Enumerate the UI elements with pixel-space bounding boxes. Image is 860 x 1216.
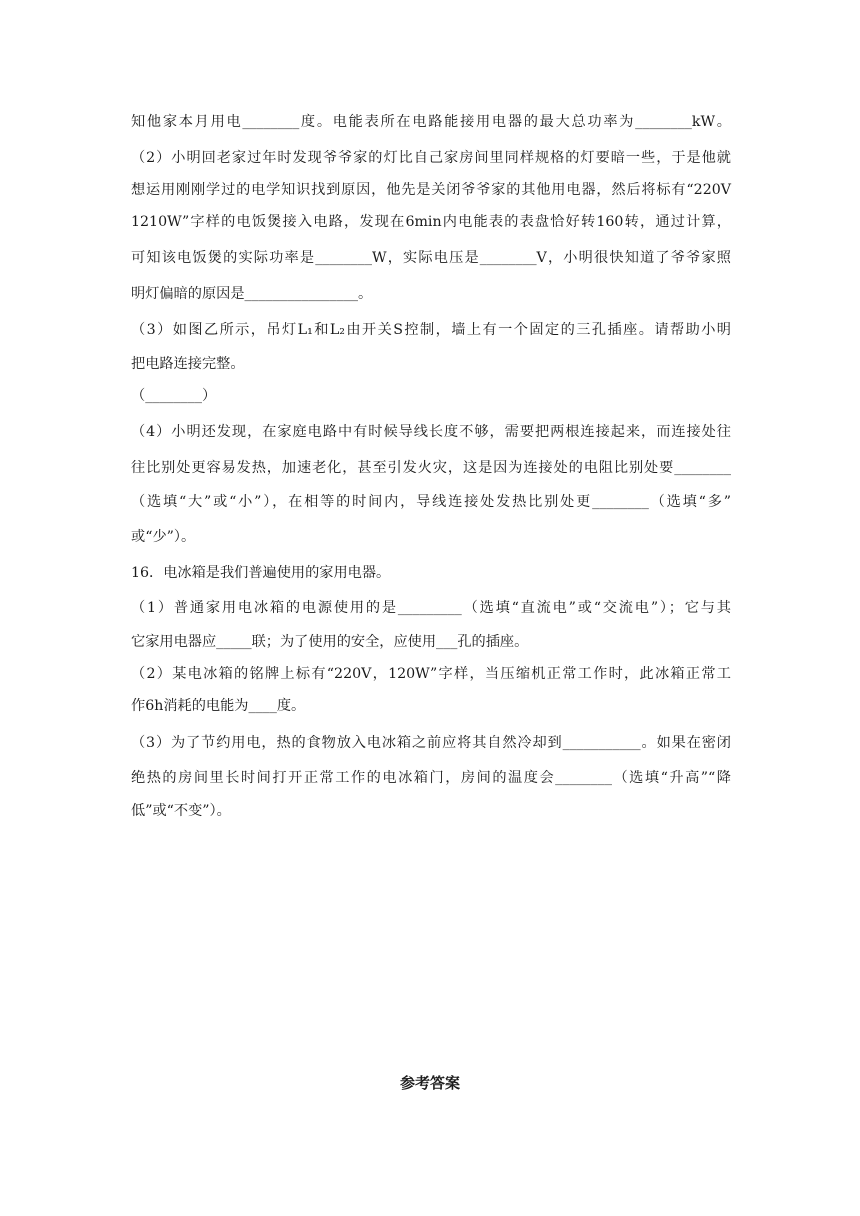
text-line: （3）如图乙所示，吊灯L₁和L₂由开关S控制，墙上有一个固定的三孔插座。请帮助小明 — [131, 322, 731, 338]
text-line: 想运用刚刚学过的电学知识找到原因，他先是关闭爷爷家的其他用电器，然后将标有“220V — [131, 182, 731, 198]
text-line: （4）小明还发现，在家庭电路中有时候导线长度不够，需要把两根连接起来，而连接处往 — [131, 424, 731, 440]
text-line: 往比别处更容易发热，加速老化，甚至引发火灾，这是因为连接处的电阻比别处要________ — [131, 460, 731, 476]
text-line: （2）某电冰箱的铭牌上标有“220V，120W”字样，当压缩机正常工作时，此冰箱正常工 — [131, 666, 731, 682]
text-line: （1）普通家用电冰箱的电源使用的是_________（选填“直流电”或“交流电”）；它与其 — [131, 600, 731, 616]
text-line: 低”或“不变”）。 — [131, 803, 231, 819]
text-line: 作6h消耗的电能为____度。 — [131, 698, 306, 714]
text-line: 知他家本月用电________度。电能表所在电路能接用电器的最大总功率为________kW。 — [131, 114, 731, 130]
text-line: 可知该电饭煲的实际功率是________W，实际电压是________V，小明很快知道了爷爷家照 — [131, 250, 731, 266]
text-line: 把电路连接完整。 — [131, 356, 245, 372]
text-line: 它家用电器应_____联；为了使用的安全，应使用___孔的插座。 — [131, 634, 529, 650]
text-line: 绝热的房间里长时间打开正常工作的电冰箱门，房间的温度会________（选填“升高”“降 — [131, 770, 731, 786]
text-line: （选填“大”或“小”），在相等的时间内，导线连接处发热比别处更________（选填“多” — [131, 494, 731, 510]
text-line: 或“少”）。 — [131, 529, 196, 545]
text-line: 1210W”字样的电饭煲接入电路，发现在6min内电能表的表盘恰好转160转，通过计算， — [131, 214, 731, 230]
answer-heading: 参考答案 — [399, 1074, 460, 1092]
text-line: （3）为了节约用电，热的食物放入电冰箱之前应将其自然冷却到___________。如果在密闭 — [131, 735, 731, 751]
text-line: 明灯偏暗的原因是________________。 — [131, 286, 373, 302]
question-16-heading: 16．电冰箱是我们普遍使用的家用电器。 — [131, 565, 391, 581]
answer-blank: （________） — [131, 388, 217, 404]
text-line: （2）小明回老家过年时发现爷爷家的灯比自己家房间里同样规格的灯要暗一些，于是他就 — [131, 150, 731, 166]
